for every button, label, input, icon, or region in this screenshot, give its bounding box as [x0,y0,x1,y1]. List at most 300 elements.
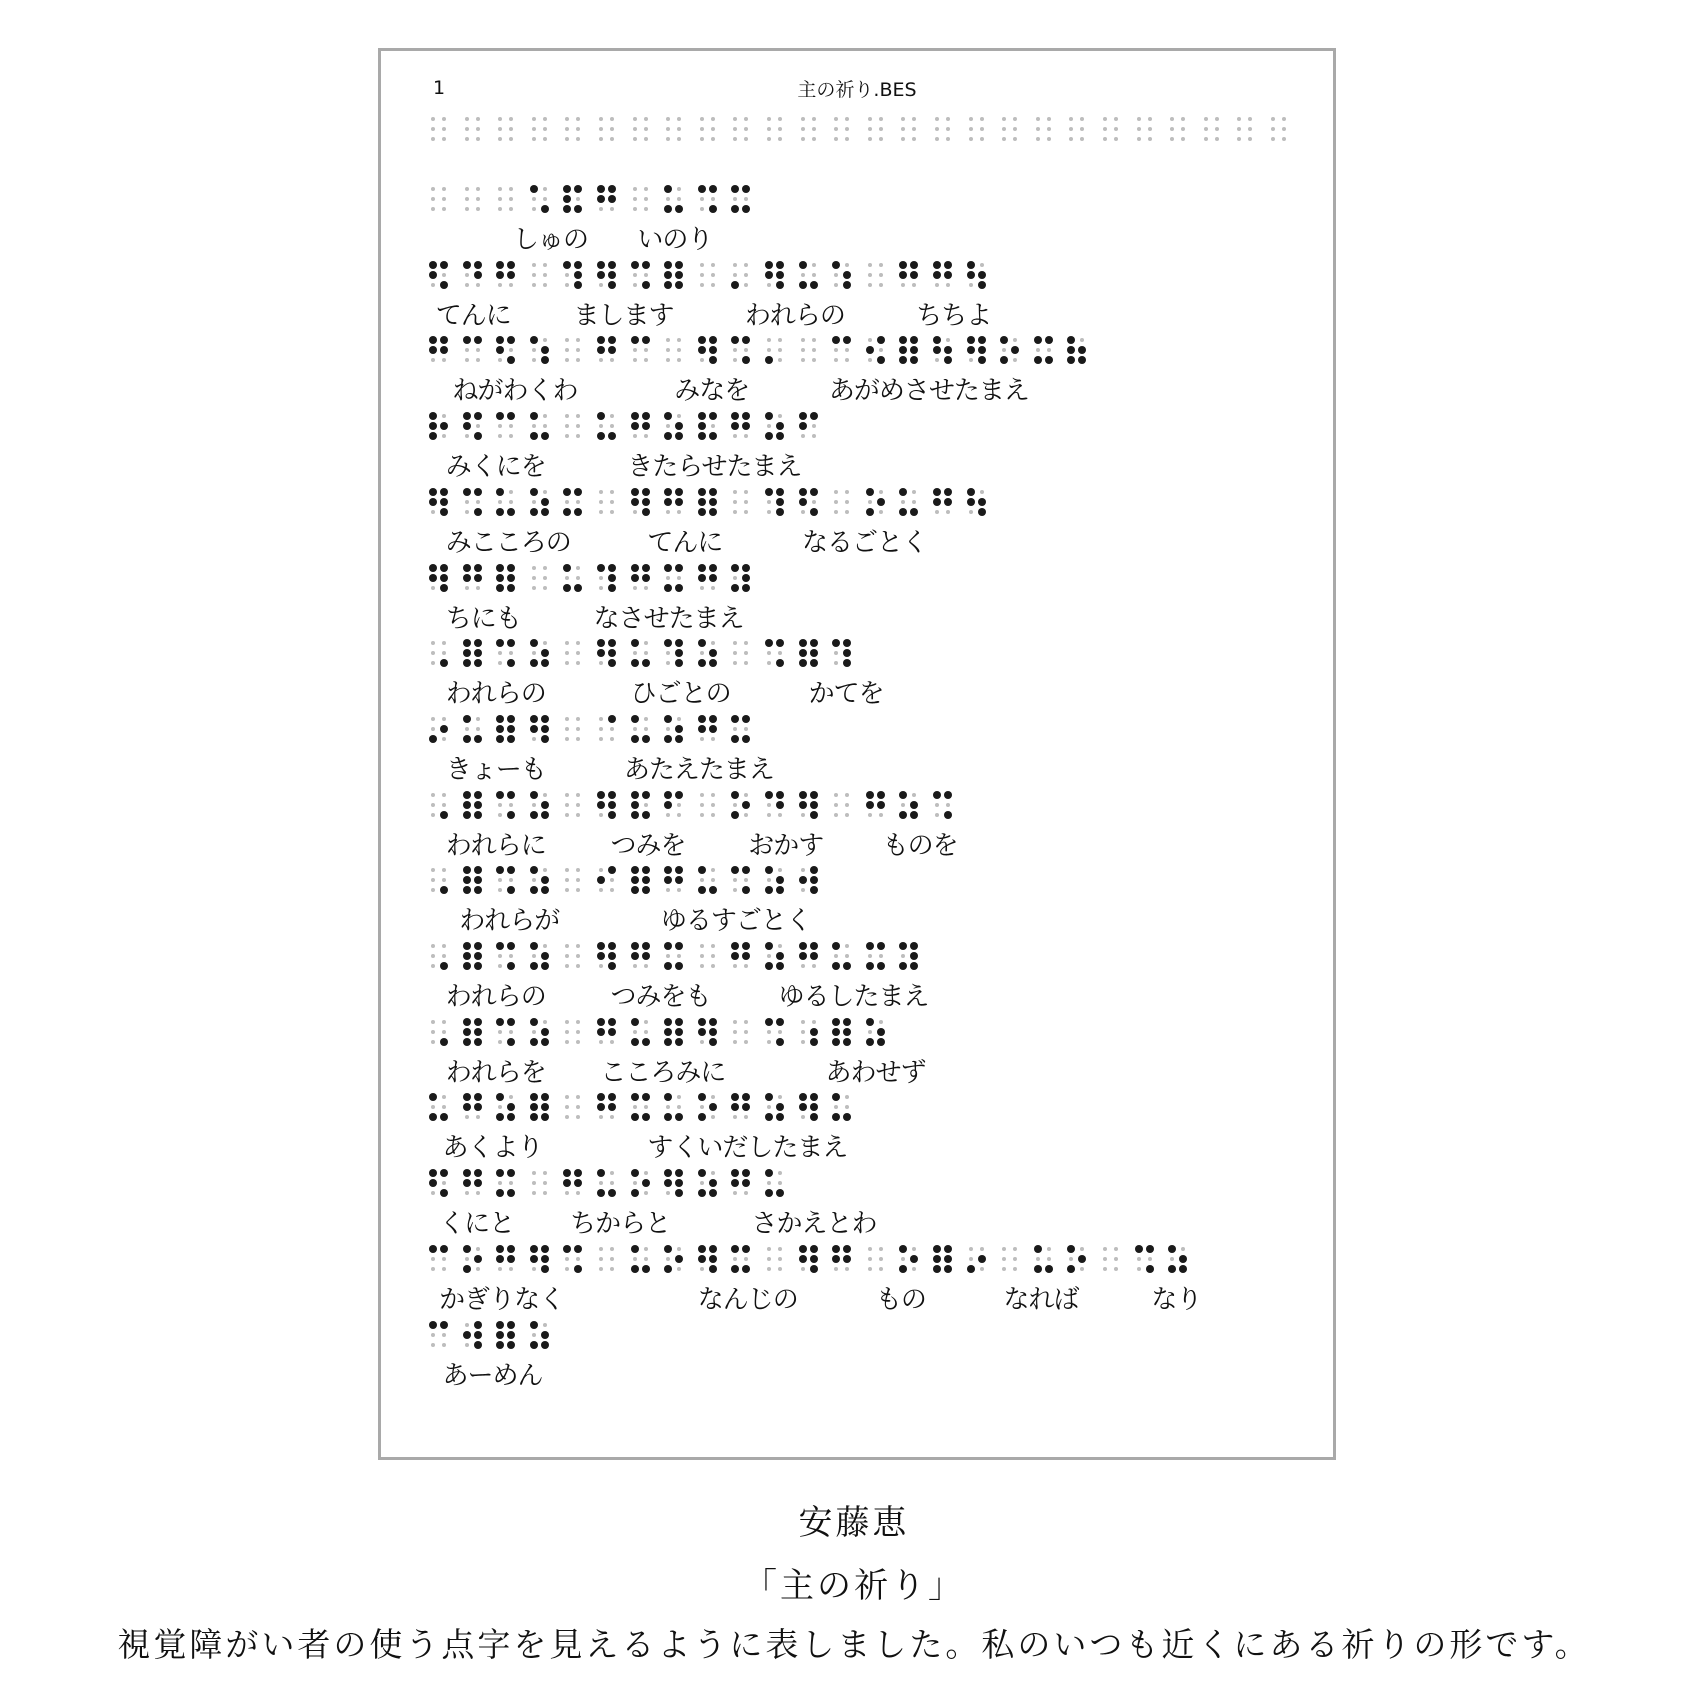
empty-dot [868,117,872,121]
raised-dot [463,801,471,809]
empty-dot [532,566,536,570]
raised-dot [1000,356,1008,364]
empty-dot [465,358,469,362]
empty-dot [599,586,603,590]
raised-dot [765,1169,773,1177]
raised-dot [597,952,605,960]
empty-dot [431,813,435,817]
raised-dot [664,498,672,506]
empty-dot [565,813,569,817]
empty-dot [935,127,939,131]
raised-dot [944,811,952,819]
empty-dot [666,1191,670,1195]
raised-dot [810,952,818,960]
empty-dot [666,954,670,958]
empty-dot [733,263,737,267]
raised-dot [597,185,605,193]
empty-dot [700,803,704,807]
empty-dot [868,500,872,504]
empty-dot [677,338,681,342]
empty-dot [868,137,872,141]
raised-dot [709,574,717,582]
empty-dot [509,434,513,438]
empty-dot [498,888,502,892]
raised-dot [631,1018,639,1026]
raised-dot [675,498,683,506]
empty-dot [879,1267,883,1271]
empty-dot [834,661,838,665]
raised-dot [496,488,504,496]
raised-dot [709,1028,717,1036]
empty-dot [700,1040,704,1044]
raised-dot [1067,1245,1075,1253]
empty-dot [565,661,569,665]
empty-dot [677,1095,681,1099]
empty-dot [565,434,569,438]
raised-dot [642,791,650,799]
empty-dot [801,888,805,892]
empty-dot [901,803,905,807]
raised-dot [541,1331,549,1339]
empty-dot [1002,1257,1006,1261]
empty-dot [543,187,547,191]
raised-dot [978,498,986,506]
empty-dot [801,813,805,817]
empty-dot [476,727,480,731]
raised-dot [541,649,549,657]
raised-dot [776,422,784,430]
raised-dot [1067,336,1075,344]
empty-dot [633,1181,637,1185]
raised-dot [463,866,471,874]
raised-dot [877,336,885,344]
raised-dot [474,1028,482,1036]
raised-dot [496,508,504,516]
raised-dot [463,1179,471,1187]
empty-dot [845,348,849,352]
raised-dot [776,508,784,516]
empty-dot [711,868,715,872]
empty-dot [599,727,603,731]
empty-dot [465,1323,469,1327]
raised-dot [507,412,515,420]
empty-dot [576,424,580,428]
empty-dot [868,1247,872,1251]
raised-dot [429,261,437,269]
raised-dot [608,659,616,667]
raised-dot [832,1245,840,1253]
raised-dot [642,508,650,516]
empty-dot [1204,137,1208,141]
kana-label: われらの [744,300,845,331]
raised-dot [440,584,448,592]
empty-dot [812,127,816,131]
raised-dot [507,271,515,279]
empty-dot [543,1323,547,1327]
raised-dot [776,886,784,894]
empty-dot [576,727,580,731]
empty-dot [700,207,704,211]
raised-dot [530,432,538,440]
empty-dot [565,348,569,352]
empty-dot [476,187,480,191]
raised-dot [530,791,538,799]
empty-dot [1080,117,1084,121]
kana-label: おかす [748,830,824,861]
raised-dot [967,1265,975,1273]
raised-dot [541,715,549,723]
empty-dot [476,586,480,590]
empty-dot [565,338,569,342]
raised-dot [698,639,706,647]
empty-dot [1013,358,1017,362]
empty-dot [845,793,849,797]
raised-dot [675,725,683,733]
empty-dot [733,348,737,352]
empty-dot [465,1343,469,1347]
raised-dot [463,336,471,344]
empty-dot [465,207,469,211]
raised-dot [463,942,471,950]
empty-dot [935,510,939,514]
raised-dot [1045,336,1053,344]
empty-dot [744,1030,748,1034]
empty-dot [812,263,816,267]
raised-dot [843,336,851,344]
raised-dot [832,1093,840,1101]
raised-dot [631,791,639,799]
empty-dot [610,1247,614,1251]
empty-dot [509,127,513,131]
empty-dot [778,414,782,418]
raised-dot [463,886,471,894]
empty-dot [744,651,748,655]
raised-dot [843,281,851,289]
raised-dot [631,1038,639,1046]
empty-dot [711,944,715,948]
empty-dot [834,490,838,494]
raised-dot [866,488,874,496]
empty-dot [700,137,704,141]
raised-dot [698,574,706,582]
empty-dot [532,197,536,201]
raised-dot [541,1113,549,1121]
empty-dot [1103,1247,1107,1251]
raised-dot [507,564,515,572]
raised-dot [742,574,750,582]
empty-dot [532,651,536,655]
raised-dot [675,1255,683,1263]
raised-dot [742,1265,750,1273]
raised-dot [843,1113,851,1121]
raised-dot [496,261,504,269]
empty-dot [1047,137,1051,141]
raised-dot [799,876,807,884]
empty-dot [879,954,883,958]
empty-dot [644,651,648,655]
raised-dot [675,281,683,289]
raised-dot [832,962,840,970]
raised-dot [541,1038,549,1046]
raised-dot [530,886,538,894]
empty-dot [1103,117,1107,121]
empty-dot [431,187,435,191]
kana-label: なんじの [697,1284,798,1315]
empty-dot [767,661,771,665]
raised-dot [474,952,482,960]
empty-dot [442,1095,446,1099]
raised-dot [698,564,706,572]
empty-dot [442,1105,446,1109]
raised-dot [698,488,706,496]
empty-dot [711,813,715,817]
raised-dot [631,659,639,667]
raised-dot [675,564,683,572]
raised-dot [765,639,773,647]
empty-dot [801,868,805,872]
raised-dot [776,801,784,809]
raised-dot [642,952,650,960]
raised-dot [530,488,538,496]
empty-dot [431,586,435,590]
raised-dot [742,422,750,430]
raised-dot [675,205,683,213]
empty-dot [644,434,648,438]
empty-dot [812,434,816,438]
empty-dot [711,586,715,590]
raised-dot [474,1331,482,1339]
empty-dot [778,338,782,342]
empty-dot [442,1267,446,1271]
empty-dot [733,803,737,807]
raised-dot [967,488,975,496]
empty-dot [431,727,435,731]
empty-dot [1080,338,1084,342]
empty-dot [509,1267,513,1271]
raised-dot [530,1113,538,1121]
empty-dot [677,187,681,191]
empty-dot [666,576,670,580]
empty-dot [633,586,637,590]
empty-dot [912,283,916,287]
empty-dot [845,954,849,958]
raised-dot [474,1179,482,1187]
empty-dot [498,813,502,817]
raised-dot [776,1103,784,1111]
kana-label: なさせたまえ [593,603,744,634]
empty-dot [442,717,446,721]
raised-dot [664,715,672,723]
empty-dot [498,434,502,438]
raised-dot [597,195,605,203]
empty-dot [744,137,748,141]
empty-dot [465,434,469,438]
raised-dot [675,639,683,647]
raised-dot [608,1103,616,1111]
empty-dot [868,283,872,287]
empty-dot [711,197,715,201]
empty-dot [812,964,816,968]
empty-dot [677,197,681,201]
empty-dot [1080,1247,1084,1251]
empty-dot [666,424,670,428]
raised-dot [810,942,818,950]
empty-dot [980,1267,984,1271]
raised-dot [496,791,504,799]
raised-dot [1168,1265,1176,1273]
raised-dot [664,1113,672,1121]
empty-dot [610,727,614,731]
empty-dot [778,1257,782,1261]
raised-dot [631,574,639,582]
raised-dot [843,962,851,970]
raised-dot [642,659,650,667]
raised-dot [1045,356,1053,364]
empty-dot [599,424,603,428]
empty-dot [431,793,435,797]
empty-dot [912,793,916,797]
empty-dot [565,793,569,797]
empty-dot [711,793,715,797]
empty-dot [845,813,849,817]
empty-dot [666,127,670,131]
raised-dot [440,281,448,289]
empty-dot [543,490,547,494]
empty-dot [834,651,838,655]
empty-dot [565,717,569,721]
raised-dot [675,1028,683,1036]
empty-dot [744,878,748,882]
empty-dot [868,127,872,131]
raised-dot [608,1028,616,1036]
raised-dot [1034,336,1042,344]
empty-dot [509,348,513,352]
empty-dot [644,803,648,807]
raised-dot [731,185,739,193]
empty-dot [565,1105,569,1109]
raised-dot [507,1189,515,1197]
raised-dot [910,1255,918,1263]
empty-dot [576,338,580,342]
raised-dot [631,886,639,894]
empty-dot [610,510,614,514]
raised-dot [463,659,471,667]
empty-dot [868,338,872,342]
empty-dot [801,348,805,352]
empty-dot [431,510,435,514]
kana-label: かてを [808,679,884,710]
raised-dot [832,1028,840,1036]
empty-dot [633,137,637,141]
empty-dot [1013,1247,1017,1251]
empty-dot [845,500,849,504]
raised-dot [765,432,773,440]
empty-dot [868,813,872,817]
empty-dot [509,283,513,287]
raised-dot [933,498,941,506]
raised-dot [776,952,784,960]
raised-dot [608,639,616,647]
raised-dot [642,1265,650,1273]
raised-dot [709,336,717,344]
raised-dot [731,336,739,344]
empty-dot [901,127,905,131]
empty-dot [677,1267,681,1271]
empty-dot [543,944,547,948]
empty-dot [733,434,737,438]
empty-dot [1170,117,1174,121]
raised-dot [866,1038,874,1046]
empty-dot [834,1267,838,1271]
empty-dot [565,651,569,655]
raised-dot [664,639,672,647]
raised-dot [429,336,437,344]
raised-dot [597,336,605,344]
raised-dot [843,1245,851,1253]
empty-dot [442,651,446,655]
empty-dot [476,127,480,131]
empty-dot [431,1267,435,1271]
empty-dot [666,1105,670,1109]
empty-dot [1047,127,1051,131]
raised-dot [709,715,717,723]
raised-dot [978,346,986,354]
raised-dot [631,715,639,723]
raised-dot [440,725,448,733]
raised-dot [843,1038,851,1046]
raised-dot [440,498,448,506]
empty-dot [801,434,805,438]
empty-dot [1114,127,1118,131]
empty-dot [431,964,435,968]
raised-dot [944,498,952,506]
kana-label: ちからと [570,1209,671,1240]
raised-dot [463,639,471,647]
empty-dot [700,1181,704,1185]
empty-dot [946,283,950,287]
empty-dot [969,137,973,141]
empty-dot [1271,137,1275,141]
raised-dot [496,1331,504,1339]
empty-dot [935,137,939,141]
raised-dot [664,735,672,743]
empty-dot [666,348,670,352]
empty-dot [509,500,513,504]
empty-dot [509,878,513,882]
raised-dot [675,1018,683,1026]
raised-dot [765,1018,773,1026]
empty-dot [442,737,446,741]
raised-dot [541,356,549,364]
empty-dot [767,510,771,514]
raised-dot [698,346,706,354]
raised-dot [765,886,773,894]
empty-dot [633,117,637,121]
raised-dot [731,584,739,592]
raised-dot [698,498,706,506]
empty-dot [767,651,771,655]
raised-dot [608,791,616,799]
empty-dot [543,414,547,418]
empty-dot [543,586,547,590]
raised-dot [429,1245,437,1253]
raised-dot [843,659,851,667]
kana-label: みくにを [445,452,546,483]
raised-dot [541,811,549,819]
empty-dot [498,358,502,362]
empty-dot [700,1267,704,1271]
raised-dot [978,508,986,516]
